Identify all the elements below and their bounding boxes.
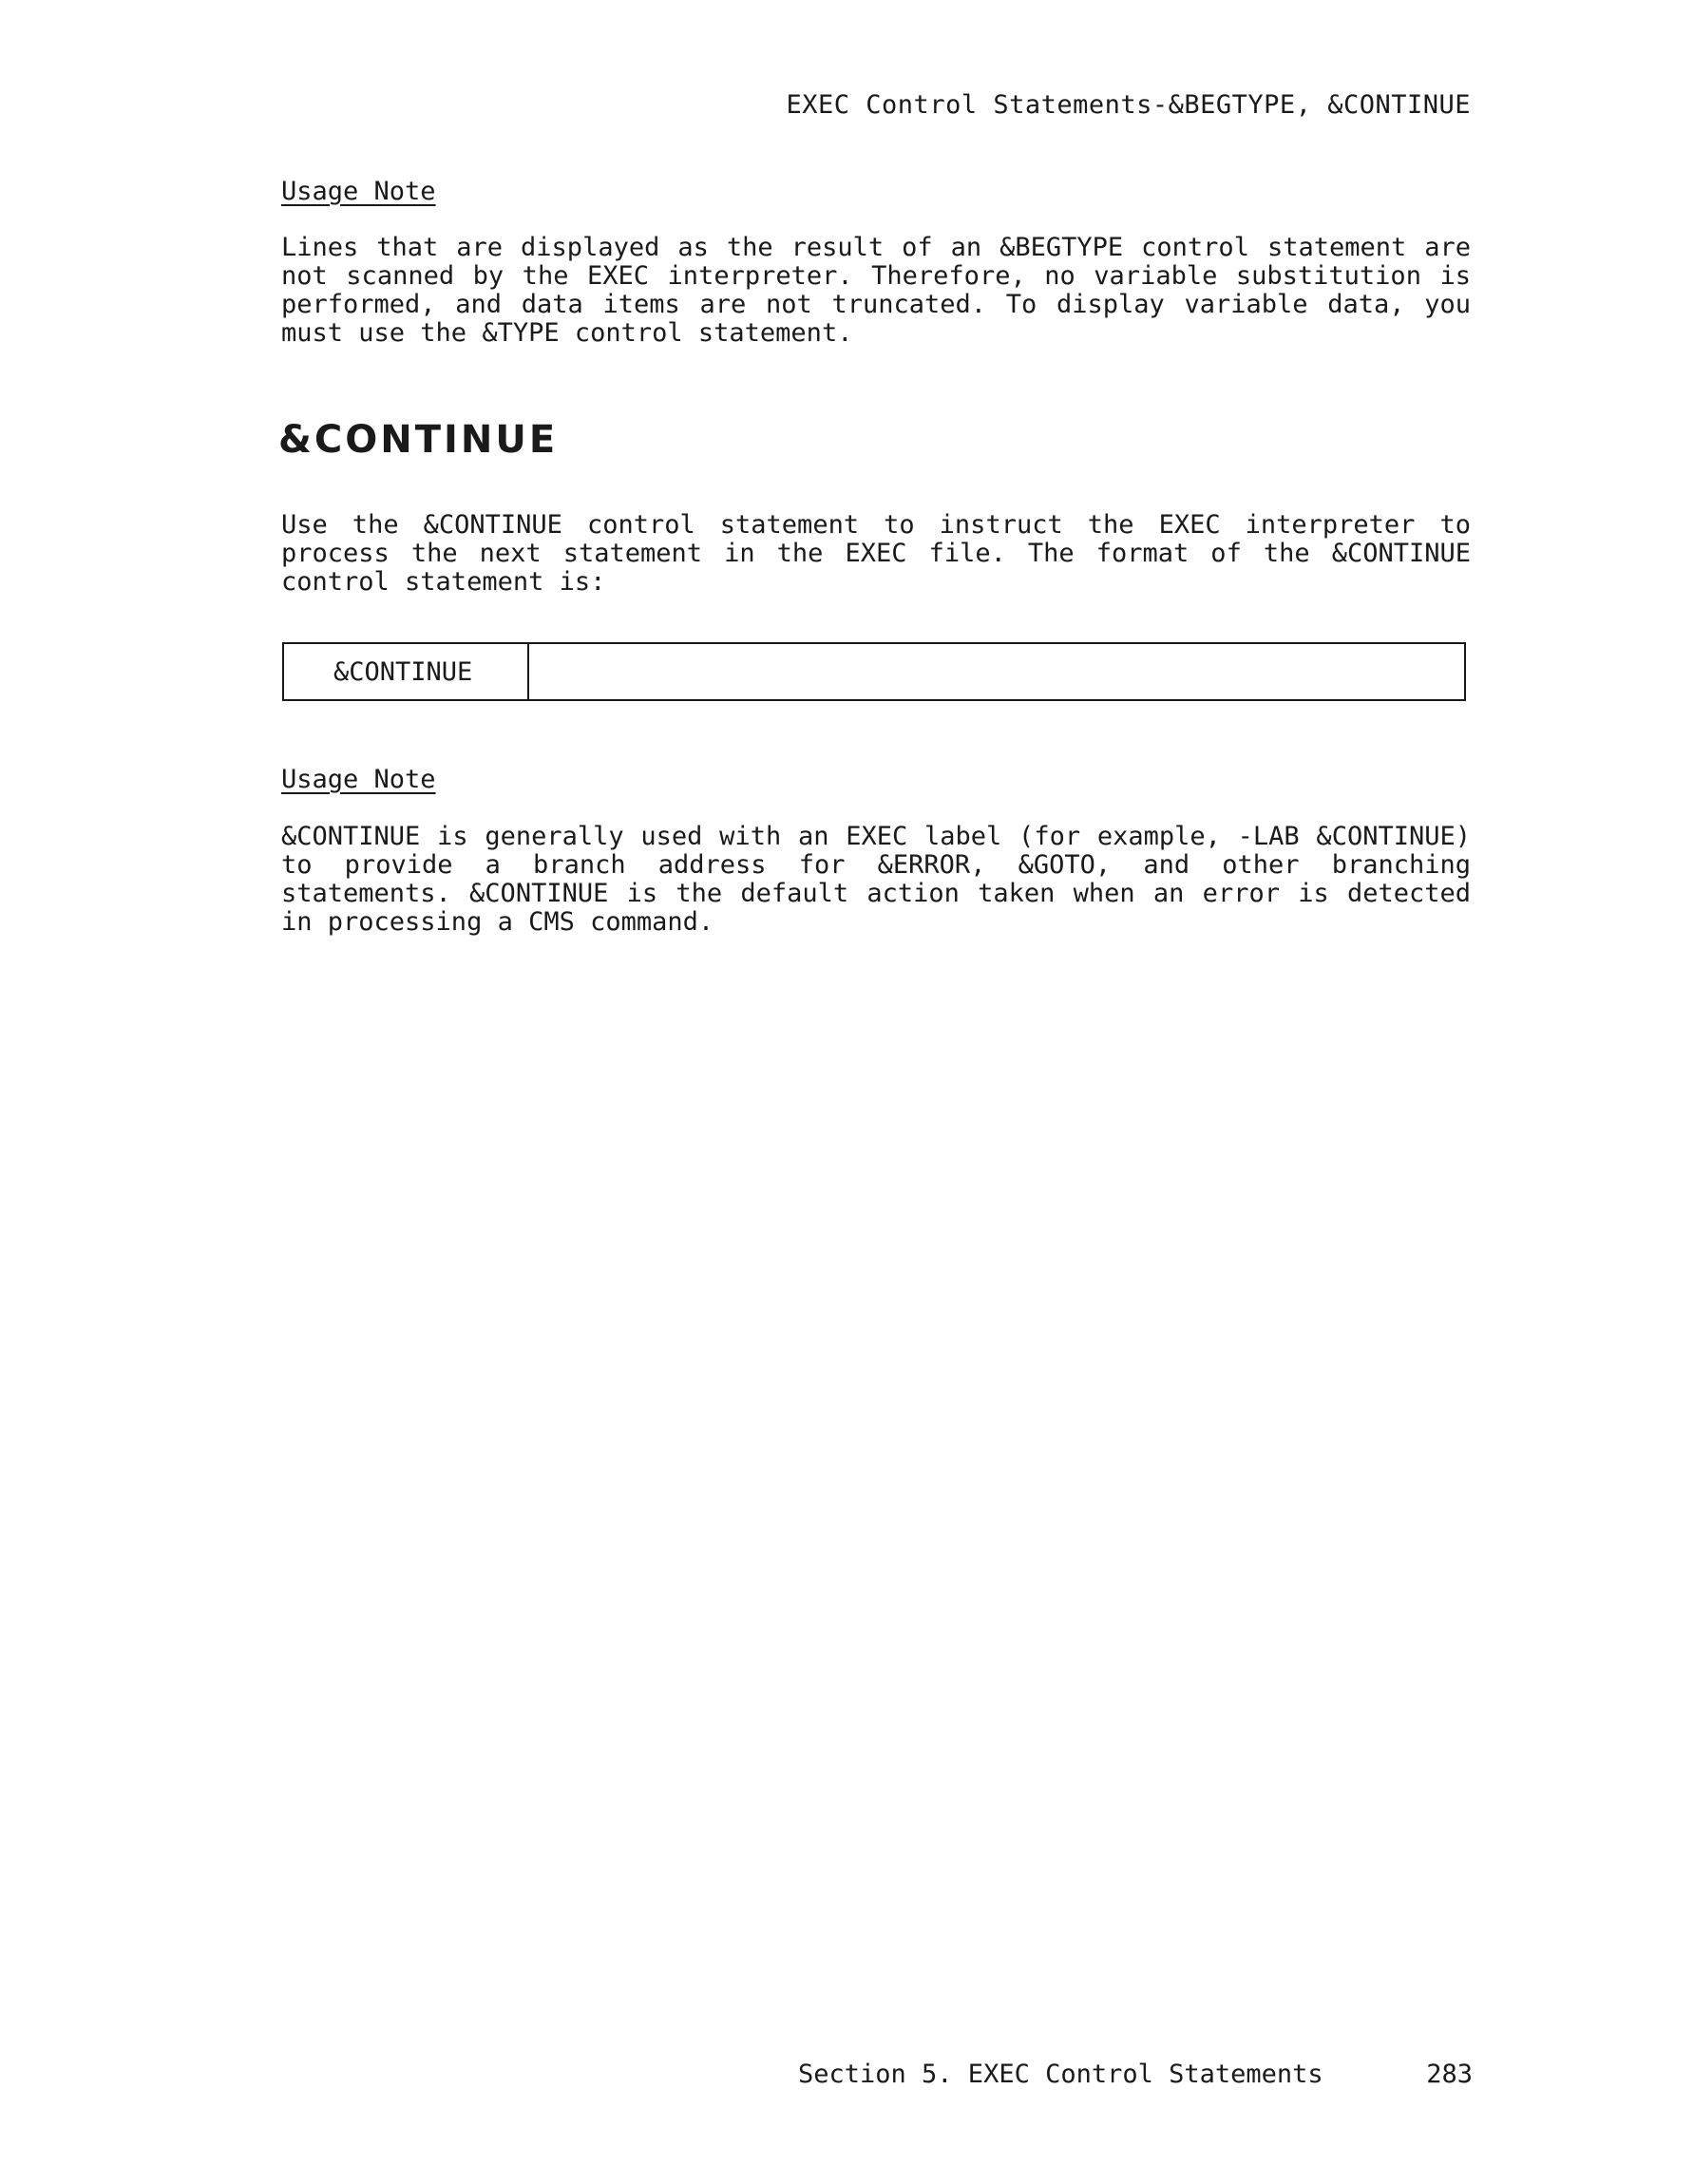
- usage-note-paragraph: Lines that are displayed as the result of an &BEGTYPE control statement are not scanned by the EXEC interpreter. Therefore, no variable substitution is performed, and data items are not truncated. To display variable data, you must use the &TYPE control statement.: [281, 233, 1471, 348]
- usage-note-heading: Usage Note: [281, 177, 436, 206]
- running-head: EXEC Control Statements-&BEGTYPE, &CONTINUE: [786, 90, 1471, 120]
- page-number: 283: [1426, 2060, 1473, 2089]
- syntax-cell: [284, 644, 529, 699]
- syntax-box: [282, 642, 1466, 701]
- usage-note-heading: Usage Note: [281, 765, 436, 794]
- syntax-statement: &CONTINUE: [333, 657, 473, 687]
- footer-section-label: Section 5. EXEC Control Statements: [798, 2060, 1323, 2089]
- section-title: &CONTINUE: [278, 418, 559, 462]
- usage-note-paragraph: &CONTINUE is generally used with an EXEC label (for example, -LAB &CONTINUE) to provide a branch address for &ERROR, &GOTO, and other branching statements. &CONTINUE is the default action taken when an error is detected in processing a CMS command.: [281, 822, 1471, 937]
- section-intro-paragraph: Use the &CONTINUE control statement to instruct the EXEC interpreter to process the next statement in the EXEC file. The format of the &CONTINUE control statement is:: [281, 510, 1471, 597]
